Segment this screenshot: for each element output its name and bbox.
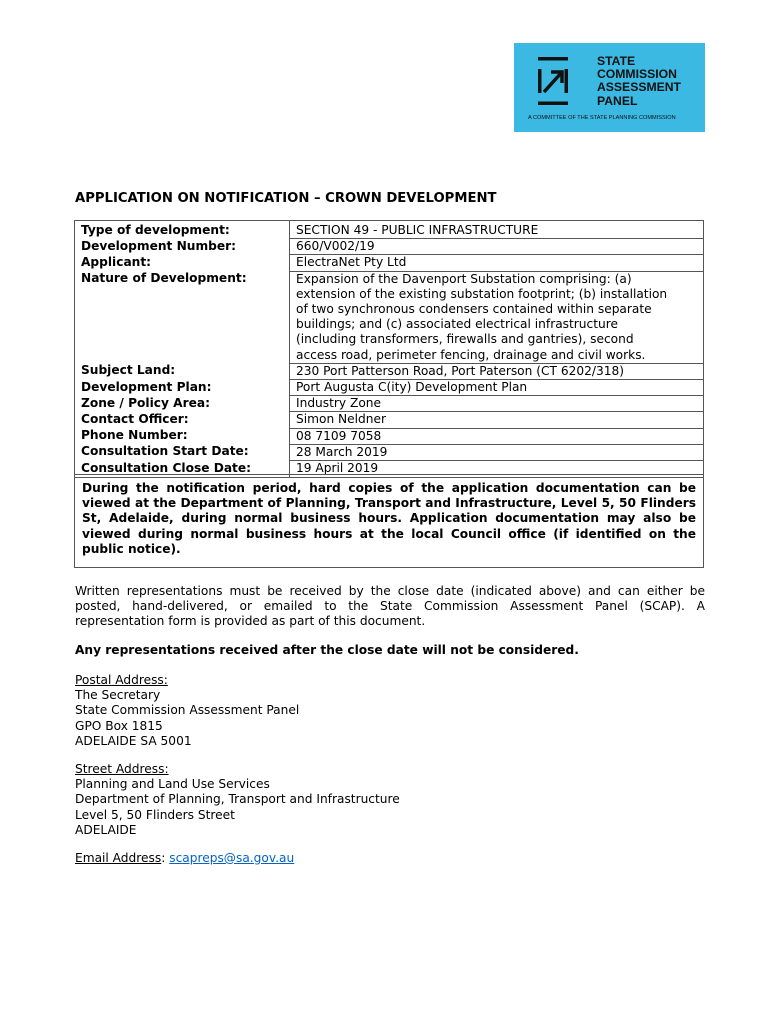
consultation-close-value: 19 April 2019 [290, 461, 704, 478]
table-row [75, 271, 704, 363]
development-number-label: Development Number: [75, 239, 290, 255]
nature-of-development-value [290, 271, 704, 363]
type-of-development-label: Type of development: [75, 221, 290, 239]
table-row [75, 363, 704, 379]
contact-officer-label: Contact Officer: [75, 412, 290, 428]
phone-number-value: 08 7109 7058 [290, 428, 704, 444]
nature-line: (including transformers, firewalls and gantries), second [296, 332, 634, 347]
scap-logo-mark-icon [532, 57, 574, 105]
street-address-line: Department of Planning, Transport and Infrastructure [75, 792, 400, 807]
logo-line-commission: COMMISSION [597, 67, 677, 82]
table-row [75, 412, 704, 428]
development-number-value: 660/V002/19 [290, 239, 704, 255]
nature-line: extension of the existing substation footprint; (b) installation [296, 286, 668, 301]
logo-line-panel: PANEL [597, 93, 638, 108]
nature-line: buildings; and (c) associated electrical infrastructure [296, 317, 618, 332]
postal-address-line: GPO Box 1815 [75, 718, 163, 733]
application-details-table [74, 220, 704, 478]
email-address-label: Email Address [75, 851, 162, 865]
table-row [75, 221, 704, 239]
document-title: APPLICATION ON NOTIFICATION – CROWN DEVELOPMENT [75, 191, 497, 206]
logo-line-assessment: ASSESSMENT [597, 80, 681, 95]
consultation-start-value: 28 March 2019 [290, 444, 704, 460]
nature-line: Expansion of the Davenport Substation comprising: (a) [296, 271, 632, 286]
table-row [75, 444, 704, 460]
table-row [75, 255, 704, 271]
table-row [75, 380, 704, 396]
applicant-label: Applicant: [75, 255, 290, 271]
subject-land-label: Subject Land: [75, 363, 290, 379]
scap-logo [514, 43, 705, 132]
table-row [75, 396, 704, 412]
postal-address-block [75, 673, 705, 749]
street-address-line: Level 5, 50 Flinders Street [75, 807, 235, 822]
email-address-block [75, 851, 705, 866]
consultation-start-label: Consultation Start Date: [75, 444, 290, 460]
subject-land-value: 230 Port Patterson Road, Port Paterson (CT 6202/318) [290, 363, 704, 379]
nature-line: of two synchronous condensers contained within separate [296, 302, 652, 317]
type-of-development-value: SECTION 49 - PUBLIC INFRASTRUCTURE [290, 221, 704, 239]
table-row [75, 239, 704, 255]
zone-policy-area-value: Industry Zone [290, 396, 704, 412]
zone-policy-area-label: Zone / Policy Area: [75, 396, 290, 412]
postal-address-line: The Secretary [75, 688, 161, 703]
late-representations-warning: Any representations received after the close date will not be considered. [75, 643, 579, 657]
logo-line-state: STATE [597, 54, 636, 68]
postal-address-line: ADELAIDE SA 5001 [75, 733, 192, 748]
street-address-line: ADELAIDE [75, 822, 137, 837]
representations-paragraph: Written representations must be received by the close date (indicated above) and can either be posted, hand-delivered, or emailed to the State Commission Assessment Panel (SCAP). A representation form is provided as part of this document. [75, 584, 705, 629]
postal-address-line: State Commission Assessment Panel [75, 703, 300, 718]
street-address-line: Planning and Land Use Services [75, 777, 270, 792]
nature-line: access road, perimeter fencing, drainage and civil works. [296, 347, 646, 362]
email-address-link[interactable]: scapreps@sa.gov.au [169, 851, 295, 865]
table-row [75, 428, 704, 444]
applicant-value: ElectraNet Pty Ltd [290, 255, 704, 271]
nature-of-development-label: Nature of Development: [75, 271, 290, 363]
consultation-close-label: Consultation Close Date: [75, 461, 290, 478]
development-plan-label: Development Plan: [75, 380, 290, 396]
phone-number-label: Phone Number: [75, 428, 290, 444]
development-plan-value: Port Augusta C(ity) Development Plan [290, 380, 704, 396]
notification-notice: During the notification period, hard copies of the application documentation can be viewed at the Department of Planning, Transport and Infrastructure, Level 5, 50 Flinders St, Adelaide, during normal business hours. Application documentation may also be viewed during normal business hours at the local Council office (if identified on the public notice). [74, 474, 704, 568]
email-colon: : [161, 851, 166, 865]
postal-address-heading: Postal Address: [75, 673, 168, 687]
street-address-heading: Street Address: [75, 762, 169, 776]
logo-subtitle: A COMMITTEE OF THE STATE PLANNING COMMISSION [528, 115, 676, 121]
logo-wordmark [597, 55, 681, 108]
contact-officer-value: Simon Neldner [290, 412, 704, 428]
street-address-block [75, 762, 705, 838]
